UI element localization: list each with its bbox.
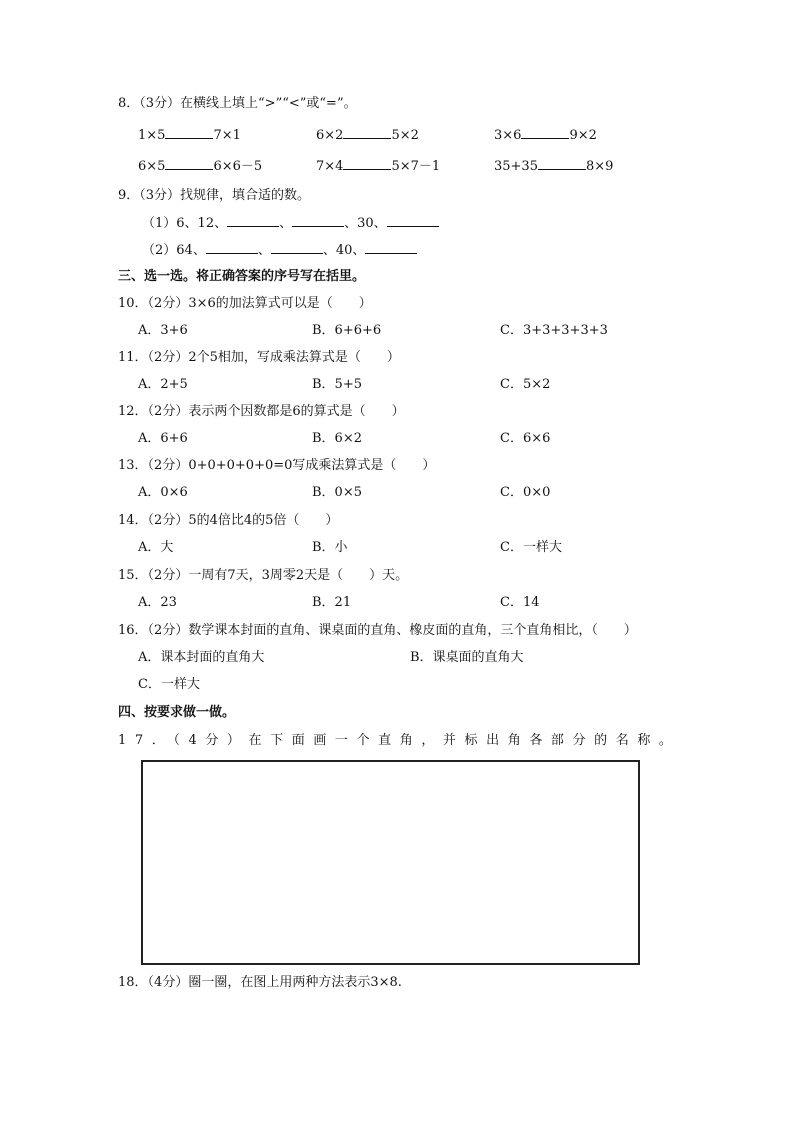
question-13-stem: 13．（2分）0+0+0+0+0=0写成乘法算式是（ ） — [118, 458, 436, 473]
q11-option-b[interactable]: B．5+5 — [312, 377, 362, 392]
answer-blank[interactable] — [538, 157, 586, 170]
q8-expr: 5×2 — [391, 128, 419, 143]
q15-option-b[interactable]: B．21 — [312, 595, 352, 610]
q10-option-b[interactable]: B．6+6+6 — [312, 323, 382, 338]
answer-blank[interactable] — [271, 241, 323, 254]
answer-blank[interactable] — [521, 126, 569, 139]
q16-option-c[interactable]: C．一样大 — [138, 677, 200, 692]
q13-option-b[interactable]: B．0×5 — [312, 485, 362, 500]
question-11-stem: 11．（2分）2个5相加，写成乘法算式是（ ） — [118, 350, 400, 365]
q14-option-c[interactable]: C．一样大 — [500, 540, 562, 555]
section-4-heading: 四、按要求做一做。 — [118, 705, 236, 720]
answer-blank[interactable] — [387, 214, 439, 227]
q8-expr: 6×2 — [316, 128, 344, 143]
answer-blank[interactable] — [165, 157, 213, 170]
q14-option-a[interactable]: A．大 — [138, 540, 174, 555]
question-16-stem: 16．（2分）数学课本封面的直角、课桌面的直角、橡皮面的直角，三个直角相比，（ ） — [118, 623, 637, 638]
q9-text: （2）64、 — [142, 243, 206, 258]
q12-option-b[interactable]: B．6×2 — [312, 431, 362, 446]
q8-expr: 7×4 — [316, 159, 344, 174]
question-12-stem: 12．（2分）表示两个因数都是6的算式是（ ） — [118, 404, 405, 419]
q16-option-a[interactable]: A．课本封面的直角大 — [138, 650, 265, 665]
answer-blank[interactable] — [343, 157, 391, 170]
answer-blank[interactable] — [206, 241, 258, 254]
q10-option-c[interactable]: C．3+3+3+3+3 — [500, 323, 608, 338]
q8-row2-item3 — [494, 157, 613, 176]
q11-option-c[interactable]: C．5×2 — [500, 377, 551, 392]
q8-expr: 3×6 — [494, 128, 522, 143]
answer-blank[interactable] — [343, 126, 391, 139]
question-10-stem: 10．（2分）3×6的加法算式可以是（ ） — [118, 296, 372, 311]
q12-option-a[interactable]: A．6+6 — [138, 431, 188, 446]
question-18-stem: 18．（4分）圈一圈，在图上用两种方法表示3×8. — [118, 975, 402, 990]
q9-line-1 — [142, 214, 439, 233]
section-3-heading: 三、选一选。将正确答案的序号写在括里。 — [118, 269, 366, 284]
q8-expr: 6×5 — [138, 159, 166, 174]
answer-blank[interactable] — [165, 126, 213, 139]
q8-row1-item3 — [494, 126, 597, 145]
q8-row1-item1 — [138, 126, 241, 145]
q16-option-b[interactable]: B．课桌面的直角大 — [410, 650, 524, 665]
answer-blank[interactable] — [365, 241, 417, 254]
drawing-area[interactable] — [141, 760, 640, 965]
question-15-stem: 15．（2分）一周有7天，3周零2天是（ ）天。 — [118, 568, 409, 583]
question-9-stem: 9．（3分）找规律，填合适的数。 — [118, 188, 311, 203]
question-14-stem: 14．（2分）5的4倍比4的5倍（ ） — [118, 513, 339, 528]
q9-text: 、40、 — [322, 243, 366, 258]
q8-row2-item2 — [316, 157, 440, 176]
question-8-stem: 8．（3分）在横线上填上“>”“<”或“=”。 — [118, 96, 357, 111]
q13-option-a[interactable]: A．0×6 — [138, 485, 188, 500]
question-17-stem: 17．（4分）在下面画一个直角，并标出角各部分的名称。 — [118, 733, 681, 748]
q10-option-a[interactable]: A．3+6 — [138, 323, 188, 338]
q11-option-a[interactable]: A．2+5 — [138, 377, 188, 392]
q13-option-c[interactable]: C．0×0 — [500, 485, 551, 500]
q9-text: （1）6、12、 — [142, 216, 228, 231]
answer-blank[interactable] — [227, 214, 279, 227]
q9-text: 、 — [257, 243, 271, 258]
q8-expr: 5×7－1 — [391, 159, 441, 174]
q8-row1-item2 — [316, 126, 419, 145]
q9-text: 、 — [279, 216, 293, 231]
q8-expr: 9×2 — [569, 128, 597, 143]
q12-option-c[interactable]: C．6×6 — [500, 431, 551, 446]
q15-option-a[interactable]: A．23 — [138, 595, 177, 610]
q9-line-2 — [142, 241, 417, 260]
q9-text: 、30、 — [344, 216, 387, 231]
answer-blank[interactable] — [292, 214, 344, 227]
q8-expr: 8×9 — [585, 159, 614, 174]
q8-expr: 35+35 — [494, 159, 538, 174]
q8-expr: 1×5 — [138, 128, 166, 143]
q8-expr: 7×1 — [213, 128, 241, 143]
q8-row2-item1 — [138, 157, 262, 176]
q14-option-b[interactable]: B．小 — [312, 540, 348, 555]
q8-expr: 6×6－5 — [213, 159, 263, 174]
q15-option-c[interactable]: C．14 — [500, 595, 540, 610]
